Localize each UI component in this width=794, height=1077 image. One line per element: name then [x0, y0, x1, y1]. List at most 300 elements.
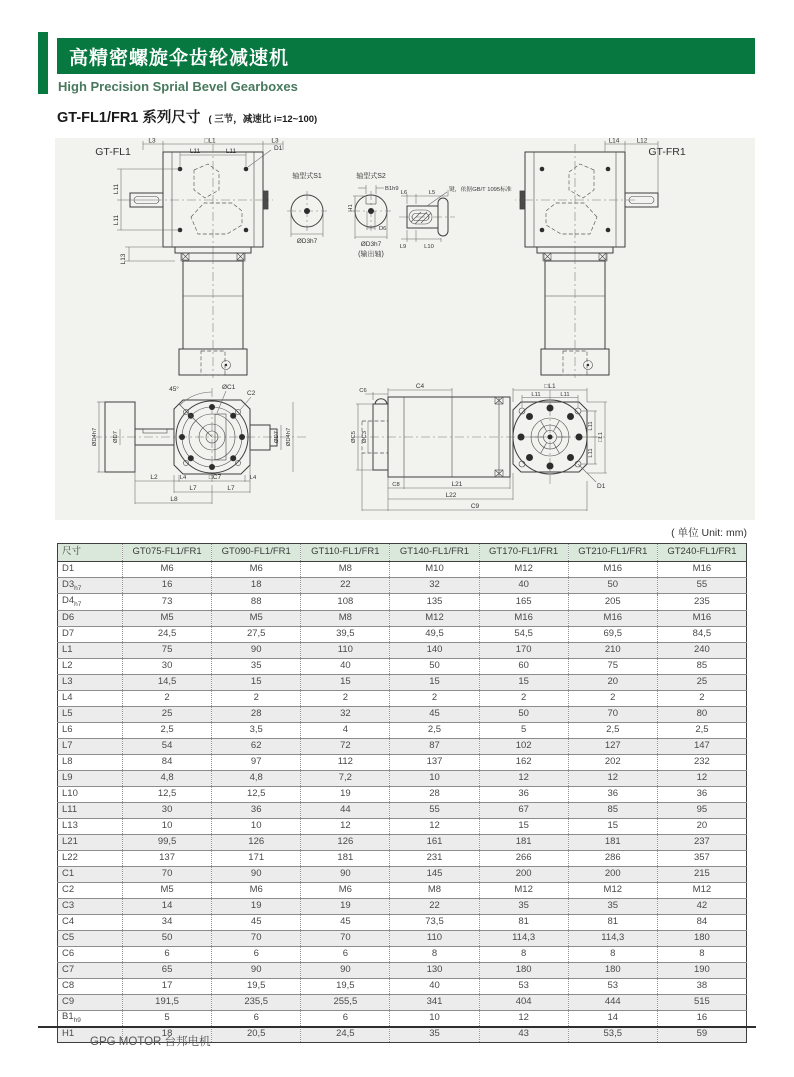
dim-value: 180 [657, 930, 746, 946]
dim-value: 22 [390, 898, 479, 914]
front-view-drawing [92, 384, 307, 504]
dim-value: 99,5 [123, 834, 212, 850]
table-row [58, 594, 747, 610]
technical-drawing-panel [55, 138, 755, 520]
dim-value: M12 [657, 882, 746, 898]
dim-value: 2,5 [657, 722, 746, 738]
table-row [58, 834, 747, 850]
dim-value: 126 [212, 834, 301, 850]
dim-value: 180 [568, 962, 657, 978]
shaft-s2-label: 轴型式S2 [356, 173, 386, 180]
dim-l14: L14 [608, 138, 620, 145]
dim-c8: C8 [392, 482, 400, 488]
dim-l11-top2: L11 [225, 148, 237, 155]
dim-value: 145 [390, 866, 479, 882]
dim-value: 24,5 [123, 626, 212, 642]
table-row [58, 786, 747, 802]
dim-value: 75 [123, 642, 212, 658]
dim-value: 50 [479, 706, 568, 722]
dim-d6: D6 [379, 226, 387, 232]
dim-value: M10 [390, 562, 479, 578]
dim-l1-square-flange: □L1 [544, 383, 556, 390]
dim-l10: L10 [424, 244, 434, 250]
model-column-header: GT140-FL1/FR1 [390, 544, 479, 562]
dim-value: 90 [212, 866, 301, 882]
dim-value: 12 [390, 818, 479, 834]
dim-value: 162 [479, 754, 568, 770]
dim-value: 12,5 [212, 786, 301, 802]
dim-value: 232 [657, 754, 746, 770]
dim-value: 73,5 [390, 914, 479, 930]
model-column-header: GT240-FL1/FR1 [657, 544, 746, 562]
dim-value: 2 [657, 690, 746, 706]
dim-value: 8 [657, 946, 746, 962]
dim-l7-right: L7 [227, 485, 235, 492]
dim-l22: L22 [445, 492, 457, 499]
dim-l11-left1: L11 [113, 183, 120, 195]
table-row [58, 562, 747, 578]
dim-l8: L8 [170, 496, 178, 503]
dim-value: 181 [301, 850, 390, 866]
dim-value: 12,5 [123, 786, 212, 802]
dim-label: L1 [58, 642, 123, 658]
table-row [58, 754, 747, 770]
dim-value: 19 [212, 898, 301, 914]
dim-value: 45 [212, 914, 301, 930]
dim-value: 70 [568, 706, 657, 722]
dim-l11-left2: L11 [113, 214, 120, 226]
dim-value: 12 [568, 770, 657, 786]
dim-d7-left: ØD7 [113, 431, 119, 443]
gt-fr1-view [515, 138, 686, 378]
unit-note: ( 单位 Unit: mm) [671, 527, 747, 539]
dim-value: 235,5 [212, 994, 301, 1010]
table-row [58, 706, 747, 722]
dim-value: 32 [301, 706, 390, 722]
dim-value: 38 [657, 978, 746, 994]
dim-value: 62 [212, 738, 301, 754]
dim-table-body [58, 562, 747, 1043]
dim-value: 2 [123, 690, 212, 706]
dim-label: L9 [58, 770, 123, 786]
dim-value: 135 [390, 594, 479, 610]
dim-value: 8 [568, 946, 657, 962]
dim-value: 54 [123, 738, 212, 754]
dim-value: 191,5 [123, 994, 212, 1010]
dim-l11-flange-right2: L11 [588, 448, 594, 458]
dim-label: L21 [58, 834, 123, 850]
dim-value: 190 [657, 962, 746, 978]
dim-value: M6 [301, 882, 390, 898]
dim-value: 2 [301, 690, 390, 706]
dim-value: 67 [479, 802, 568, 818]
dim-value: 2 [568, 690, 657, 706]
dim-value: 81 [568, 914, 657, 930]
page-title: 高精密螺旋伞齿轮减速机 [69, 47, 290, 69]
dim-value: 200 [568, 866, 657, 882]
dim-value: M5 [212, 610, 301, 626]
dim-c3: ØC3 [362, 431, 368, 443]
dim-value: 28 [390, 786, 479, 802]
dim-value: 27,5 [212, 626, 301, 642]
dim-l9: L9 [399, 244, 407, 250]
dim-d1: D1 [274, 145, 283, 152]
dim-label: L10 [58, 786, 123, 802]
dim-value: 15 [568, 818, 657, 834]
dim-value: M8 [301, 562, 390, 578]
dim-value: 205 [568, 594, 657, 610]
dim-value: 140 [390, 642, 479, 658]
model-column-header: GT170-FL1/FR1 [479, 544, 568, 562]
dim-c2: C2 [247, 390, 256, 397]
dim-c5: ØC5 [351, 431, 357, 443]
dim-value: 137 [390, 754, 479, 770]
dim-value: 202 [568, 754, 657, 770]
dim-value: 181 [568, 834, 657, 850]
footer-brand: GPG MOTOR 台邦电机 [90, 1036, 211, 1048]
dim-value: 14 [123, 898, 212, 914]
table-row [58, 914, 747, 930]
dim-label: H1 [58, 1027, 123, 1043]
table-row [58, 994, 747, 1010]
dim-value: 181 [479, 834, 568, 850]
dim-value: M12 [479, 562, 568, 578]
dim-value: 170 [479, 642, 568, 658]
dim-label: C4 [58, 914, 123, 930]
dim-label: L13 [58, 818, 123, 834]
dim-value: 81 [479, 914, 568, 930]
table-row [58, 610, 747, 626]
table-row [58, 802, 747, 818]
section-title [57, 106, 317, 127]
dim-value: 15 [212, 674, 301, 690]
dim-value: 2 [212, 690, 301, 706]
model-column-header: GT075-FL1/FR1 [123, 544, 212, 562]
dim-value: M6 [212, 882, 301, 898]
dim-value: 28 [212, 706, 301, 722]
dim-value: 25 [657, 674, 746, 690]
dim-value: 5 [479, 722, 568, 738]
dim-value: M12 [479, 882, 568, 898]
dim-label: L7 [58, 738, 123, 754]
header-bar [57, 38, 755, 74]
dim-value: 14,5 [123, 674, 212, 690]
dim-value: 7,2 [301, 770, 390, 786]
dim-value: 515 [657, 994, 746, 1010]
dim-value: 60 [479, 658, 568, 674]
dim-label: C1 [58, 866, 123, 882]
dim-value: 49,5 [390, 626, 479, 642]
dim-value: 43 [479, 1027, 568, 1043]
dim-label: $D3_{h7}$ [58, 578, 123, 594]
dim-value: 15 [479, 674, 568, 690]
dim-value: 80 [657, 706, 746, 722]
dim-value: 36 [212, 802, 301, 818]
dim-value: 55 [390, 802, 479, 818]
dim-value: 2 [390, 690, 479, 706]
dim-value: 90 [301, 962, 390, 978]
table-row [58, 946, 747, 962]
dim-value: 36 [479, 786, 568, 802]
dim-value: 235 [657, 594, 746, 610]
dim-value: 90 [212, 962, 301, 978]
dim-value: 50 [568, 578, 657, 594]
dim-value: 255,5 [301, 994, 390, 1010]
dim-value: 180 [479, 962, 568, 978]
table-row [58, 722, 747, 738]
dim-value: 5 [123, 1010, 212, 1026]
dim-value: 36 [657, 786, 746, 802]
dim-value: 22 [301, 578, 390, 594]
dim-l4-left: L4 [179, 475, 187, 481]
dim-value: M16 [568, 610, 657, 626]
dim-label: L11 [58, 802, 123, 818]
dim-value: 72 [301, 738, 390, 754]
table-row [58, 770, 747, 786]
dim-l11-flange-right1: L11 [588, 421, 594, 431]
dim-l11-flange-top2: L11 [560, 392, 570, 398]
dim-value: 70 [123, 866, 212, 882]
dim-value: 54,5 [479, 626, 568, 642]
dim-label: L3 [58, 674, 123, 690]
dim-value: M8 [390, 882, 479, 898]
table-row [58, 818, 747, 834]
dim-value: 35 [568, 898, 657, 914]
dim-table-head-row [58, 544, 747, 562]
dim-value: 286 [568, 850, 657, 866]
dim-l13: L13 [120, 253, 127, 265]
dim-value: 20 [568, 674, 657, 690]
dim-label: C9 [58, 994, 123, 1010]
dim-value: 88 [212, 594, 301, 610]
dim-c6: C6 [359, 388, 367, 394]
page-subtitle: High Precision Sprial Bevel Gearboxes [58, 79, 298, 94]
dim-value: 444 [568, 994, 657, 1010]
dim-value: 4 [301, 722, 390, 738]
dim-value: M16 [657, 610, 746, 626]
dim-d4h7-right: ØD4h7 [286, 427, 292, 447]
dim-value: 70 [301, 930, 390, 946]
dim-label: C7 [58, 962, 123, 978]
dim-value: 53,5 [568, 1027, 657, 1043]
dim-label: L8 [58, 754, 123, 770]
table-row [58, 866, 747, 882]
dim-value: 59 [657, 1027, 746, 1043]
dim-l3-right: L3 [271, 138, 279, 145]
dim-c7-square: □C7 [208, 474, 222, 481]
dim-value: 35 [479, 898, 568, 914]
dim-l6: L6 [400, 190, 408, 196]
dim-value: 95 [657, 802, 746, 818]
dim-value: 12 [479, 770, 568, 786]
dim-value: 126 [301, 834, 390, 850]
dim-label: C5 [58, 930, 123, 946]
dim-label: C6 [58, 946, 123, 962]
shaft-type-s1-detail [287, 171, 327, 245]
dim-value: 39,5 [301, 626, 390, 642]
dim-b1h9: B1h9 [385, 186, 399, 192]
dim-l11-flange-top1: L11 [531, 392, 541, 398]
dim-label: L2 [58, 658, 123, 674]
dim-label: C2 [58, 882, 123, 898]
dim-value: 110 [390, 930, 479, 946]
dim-value: M16 [657, 562, 746, 578]
key-standard-note: 键，依据GB/T 1095标准 [449, 187, 512, 193]
shaft-s1-label: 轴型式S1 [292, 173, 322, 180]
table-row [58, 642, 747, 658]
dim-c9: C9 [470, 503, 480, 510]
dim-value: 114,3 [479, 930, 568, 946]
dim-value: 53 [568, 978, 657, 994]
dim-value: 404 [479, 994, 568, 1010]
dim-value: 19 [301, 786, 390, 802]
dim-c4: C4 [415, 383, 425, 390]
shaft-type-s2-detail [348, 171, 399, 258]
dim-value: 102 [479, 738, 568, 754]
dim-value: 24,5 [301, 1027, 390, 1043]
dim-value: 45 [390, 706, 479, 722]
dim-value: 53 [479, 978, 568, 994]
dim-value: 6 [123, 946, 212, 962]
dim-value: 240 [657, 642, 746, 658]
table-row [58, 882, 747, 898]
key-shaft-detail [399, 185, 512, 250]
side-view-drawing [351, 383, 607, 511]
dim-value: 8 [479, 946, 568, 962]
table-row [58, 850, 747, 866]
dim-l2: L2 [150, 474, 158, 481]
dim-d7-right: ØD7 [274, 431, 280, 443]
dim-value: 10 [212, 818, 301, 834]
dim-value: 65 [123, 962, 212, 978]
dim-value: 14 [568, 1010, 657, 1026]
dim-label: C8 [58, 978, 123, 994]
output-shaft-note: (输出轴) [358, 251, 384, 258]
dim-d1-flange: D1 [597, 483, 606, 490]
dim-value: M6 [212, 562, 301, 578]
dim-value: 6 [212, 946, 301, 962]
dim-value: 40 [390, 978, 479, 994]
model-column-header: GT090-FL1/FR1 [212, 544, 301, 562]
dim-value: 3,5 [212, 722, 301, 738]
dim-value: 112 [301, 754, 390, 770]
dim-value: 50 [390, 658, 479, 674]
dim-value: 237 [657, 834, 746, 850]
dim-value: 44 [301, 802, 390, 818]
dim-value: 2,5 [390, 722, 479, 738]
dim-value: 90 [301, 866, 390, 882]
dim-value: 6 [301, 1010, 390, 1026]
dim-value: 357 [657, 850, 746, 866]
dim-value: M8 [301, 610, 390, 626]
table-row [58, 674, 747, 690]
dim-value: 18 [123, 1027, 212, 1043]
dim-value: 84 [123, 754, 212, 770]
dim-value: 15 [301, 674, 390, 690]
dim-value: M5 [123, 882, 212, 898]
dim-value: 32 [390, 578, 479, 594]
dim-value: 40 [479, 578, 568, 594]
table-row [58, 962, 747, 978]
dim-value: 84 [657, 914, 746, 930]
dim-value: 6 [212, 1010, 301, 1026]
dim-d3h7-s1: ØD3h7 [296, 238, 318, 245]
dim-value: 19 [301, 898, 390, 914]
dim-value: 2 [479, 690, 568, 706]
dim-value: 4,8 [212, 770, 301, 786]
dim-value: 215 [657, 866, 746, 882]
dim-value: 87 [390, 738, 479, 754]
dim-label: $D4_{h7}$ [58, 594, 123, 610]
dimension-table [57, 543, 747, 1043]
dim-l5: L5 [428, 190, 436, 196]
dim-value: 50 [123, 930, 212, 946]
table-row [58, 690, 747, 706]
dim-label: D6 [58, 610, 123, 626]
dim-h1: H1 [348, 204, 354, 212]
dim-value: 70 [212, 930, 301, 946]
dim-value: 110 [301, 642, 390, 658]
dim-value: 341 [390, 994, 479, 1010]
dim-l11-top1: L11 [189, 148, 201, 155]
dim-value: 210 [568, 642, 657, 658]
dim-value: 45 [301, 914, 390, 930]
dim-column-header: 尺寸 [58, 544, 123, 562]
footer-rule [38, 1026, 756, 1028]
dim-value: 75 [568, 658, 657, 674]
dim-value: 16 [657, 1010, 746, 1026]
dim-value: 2,5 [568, 722, 657, 738]
dim-value: M12 [568, 882, 657, 898]
dim-value: 20 [657, 818, 746, 834]
dim-value: 12 [479, 1010, 568, 1026]
table-row [58, 1010, 747, 1026]
dim-value: M6 [123, 562, 212, 578]
dim-label: L22 [58, 850, 123, 866]
dim-label: $B1_{h9}$ [58, 1010, 123, 1026]
dim-value: 130 [390, 962, 479, 978]
dim-value: 200 [479, 866, 568, 882]
table-row [58, 658, 747, 674]
table-row [58, 738, 747, 754]
dim-l12: L12 [636, 138, 648, 145]
dim-value: 231 [390, 850, 479, 866]
dim-value: 10 [123, 818, 212, 834]
dim-value: 30 [123, 658, 212, 674]
dim-value: 4,8 [123, 770, 212, 786]
model-column-header: GT210-FL1/FR1 [568, 544, 657, 562]
dim-value: 73 [123, 594, 212, 610]
brand-accent-stripe [38, 32, 48, 94]
dim-value: 108 [301, 594, 390, 610]
dim-label: L5 [58, 706, 123, 722]
dim-value: 147 [657, 738, 746, 754]
dim-l3-left: L3 [148, 138, 156, 145]
series-note: ( 三节，减速比 i=12~100) [208, 114, 318, 125]
dim-value: 10 [390, 770, 479, 786]
dim-value: 165 [479, 594, 568, 610]
dim-value: 15 [390, 674, 479, 690]
dim-value: 55 [657, 578, 746, 594]
dim-d3h7-s2: ØD3h7 [360, 241, 382, 248]
dim-value: 85 [568, 802, 657, 818]
dim-value: 10 [390, 1010, 479, 1026]
dim-value: 12 [657, 770, 746, 786]
dim-value: 8 [390, 946, 479, 962]
dim-value: 20,5 [212, 1027, 301, 1043]
dim-value: 137 [123, 850, 212, 866]
model-column-header: GT110-FL1/FR1 [301, 544, 390, 562]
